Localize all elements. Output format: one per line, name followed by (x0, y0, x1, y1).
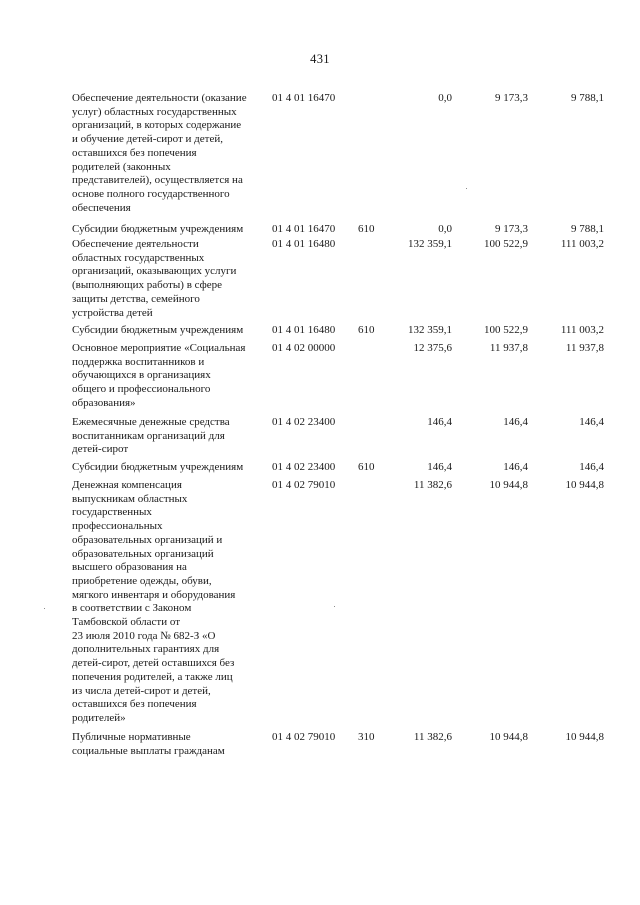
row-code: 01 4 01 16470 (272, 92, 336, 104)
row-value-3: 9 788,1 (571, 223, 604, 235)
row-name: Ежемесячные денежные средства воспитанникам организаций для детей-сирот (72, 416, 230, 456)
row-value-1: 11 382,6 (413, 731, 452, 743)
row-value-1: 11 382,6 (413, 479, 452, 491)
table-row (72, 223, 608, 238)
row-value-1: 0,0 (438, 92, 452, 104)
row-name: Субсидии бюджетным учреждениям (72, 223, 244, 235)
row-code: 01 4 01 16480 (272, 238, 336, 250)
table-row (72, 479, 608, 731)
table-row (72, 238, 608, 324)
row-value-1: 12 375,6 (413, 342, 452, 354)
table-row (72, 342, 608, 416)
row-type: 610 (358, 324, 375, 336)
row-value-3: 111 003,2 (560, 324, 604, 336)
row-value-2: 146,4 (503, 416, 528, 428)
row-code: 01 4 02 79010 (272, 731, 336, 743)
row-value-2: 146,4 (503, 461, 528, 473)
table-row (72, 416, 608, 461)
budget-table (72, 92, 608, 761)
row-value-1: 146,4 (427, 461, 452, 473)
row-code: 01 4 02 79010 (272, 479, 336, 491)
row-value-2: 10 944,8 (489, 479, 528, 491)
row-value-2: 11 937,8 (489, 342, 528, 354)
row-value-3: 9 788,1 (571, 92, 604, 104)
row-code: 01 4 01 16470 (272, 223, 336, 235)
row-type: 610 (358, 223, 375, 235)
row-name: Обеспечение деятельности областных государственных организаций, оказывающих услуги (выполняющих работы) в сфере защиты детства, семейного устройства детей (72, 238, 237, 319)
page-number: 431 (310, 52, 330, 66)
row-name: Обеспечение деятельности (оказание услуг) областных государственных организаций, в которых содержание и обучение детей-сирот и детей, оставшихся без попечения родителей (законных представителей), осуществляется на основе полного государственного обеспечения (72, 92, 247, 214)
row-code: 01 4 02 23400 (272, 461, 336, 473)
row-value-2: 10 944,8 (489, 731, 528, 743)
row-name: Публичные нормативные социальные выплаты гражданам (72, 731, 225, 757)
row-value-1: 132 359,1 (408, 324, 452, 336)
row-type: 610 (358, 461, 375, 473)
row-value-2: 9 173,3 (495, 223, 528, 235)
row-code: 01 4 01 16480 (272, 324, 336, 336)
row-code: 01 4 02 00000 (272, 342, 336, 354)
row-value-2: 100 522,9 (484, 238, 528, 250)
row-value-1: 132 359,1 (408, 238, 452, 250)
table-row (72, 324, 608, 342)
row-name: Денежная компенсация выпускникам областных государственных профессиональных образовательных организаций и образовательных организаций высшего образования на приобретение одежды, обуви, мягкого инвентаря и оборудования в соответствии с Законом Тамбовской области от 23 июля 2010 года № 682-З «О дополнительных гарантиях для детей-сирот, детей оставшихся без попечения родителей, а также лиц из числа детей-сирот и детей, оставшихся без попечения родителей» (72, 479, 236, 724)
row-value-1: 0,0 (438, 223, 452, 235)
row-value-3: 146,4 (579, 416, 604, 428)
row-type: 310 (358, 731, 375, 743)
table-row (72, 461, 608, 479)
row-value-1: 146,4 (427, 416, 452, 428)
row-value-3: 10 944,8 (565, 731, 604, 743)
row-value-3: 111 003,2 (560, 238, 604, 250)
row-name: Субсидии бюджетным учреждениям (72, 461, 244, 473)
row-value-3: 146,4 (579, 461, 604, 473)
table-row (72, 92, 608, 223)
row-value-3: 10 944,8 (565, 479, 604, 491)
table-row (72, 731, 608, 761)
row-value-2: 9 173,3 (495, 92, 528, 104)
row-code: 01 4 02 23400 (272, 416, 336, 428)
row-name: Субсидии бюджетным учреждениям (72, 324, 244, 336)
row-value-3: 11 937,8 (565, 342, 604, 354)
row-value-2: 100 522,9 (484, 324, 528, 336)
row-name: Основное мероприятие «Социальная поддержка воспитанников и обучающихся в организациях общего и профессионального образования» (72, 342, 246, 409)
